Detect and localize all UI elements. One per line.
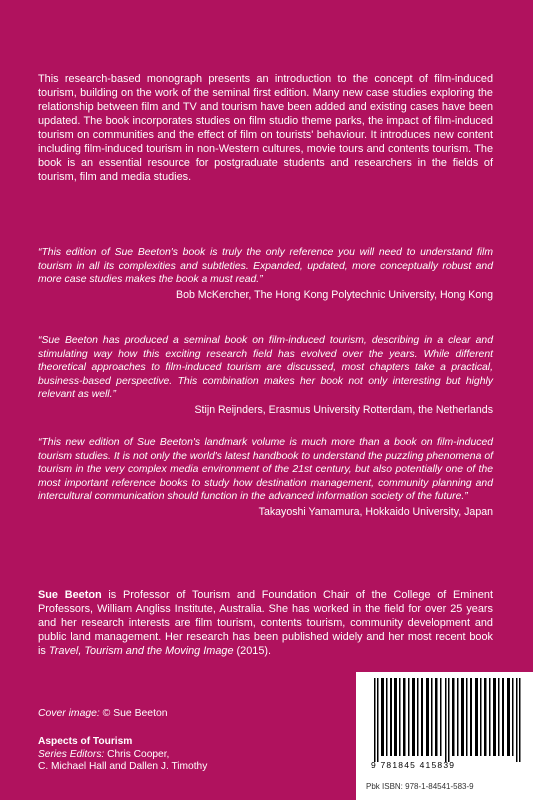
- endorsement-quote-2: [38, 334, 493, 417]
- endorsement-quote-3: [38, 436, 493, 519]
- barcode-icon: [374, 678, 524, 762]
- cover-credit-label: Cover image:: [38, 708, 100, 719]
- barcode-digits: 9 781845 415839: [371, 760, 456, 770]
- author-book-title: Travel, Tourism and the Moving Image: [48, 645, 234, 657]
- author-name: Sue Beeton: [38, 589, 102, 601]
- series-info: [38, 736, 207, 774]
- isbn-barcode-box: [356, 672, 533, 800]
- quote-text: “This new edition of Sue Beeton's landmark volume is much more than a book on film-induced tourism studies. It is not only the world's latest handbook to understand the puzzling phenomena of tourism in the very complex media environment of the 21st century, but also potentially one of the most important reference books to study how destination management, community planning and intercultural communication should function in the advanced information society of the future.”: [38, 437, 493, 502]
- author-bio-text: is Professor of Tourism and Foundation Chair of the College of Eminent Professors, William Angliss Institute, Australia. She has worked in the field for over 25 years and her research interests are film tourism, contents tourism, community development and public land management. Her research has been published widely and her most recent book is: [38, 589, 493, 657]
- endorsement-quote-1: [38, 246, 493, 302]
- quote-attribution: Stijn Reijnders, Erasmus University Rotterdam, the Netherlands: [194, 403, 493, 416]
- author-bio: [38, 588, 493, 658]
- cover-credit-value: © Sue Beeton: [99, 708, 168, 719]
- series-editors-line-1: [38, 749, 207, 762]
- quote-attribution: Bob McKercher, The Hong Kong Polytechnic University, Hong Kong: [176, 288, 493, 301]
- pbk-isbn: Pbk ISBN: 978-1-84541-583-9: [366, 782, 474, 791]
- quote-text: “This edition of Sue Beeton's book is truly the only reference you will need to understand film tourism in all its complexities and subtleties. Expanded, updated, more conceptually robust and more case studies makes the book a must read.”: [38, 247, 493, 285]
- blurb-paragraph: This research-based monograph presents an introduction to the concept of film-induced tourism, building on the work of the seminal first edition. Many new case studies exploring the relationship between film and TV and tourism have been added and existing cases have been updated. The book incorporates studies on film studio theme parks, the impact of film-induced tourism on communities and the effect of film on tourists' behaviour. It introduces new content including film-induced tourism in non-Western cultures, movie tours and contents tourism. The book is an essential resource for postgraduate students and researchers in the fields of tourism, film and media studies.: [38, 73, 493, 183]
- series-title: Aspects of Tourism: [38, 736, 133, 747]
- series-editors-line-2: C. Michael Hall and Dallen J. Timothy: [38, 761, 208, 772]
- series-editors-label: Series Editors:: [38, 748, 105, 760]
- cover-image-credit: [38, 708, 168, 719]
- author-book-year: (2015).: [233, 645, 272, 657]
- series-editors-names: Chris Cooper,: [104, 748, 170, 760]
- quote-attribution: Takayoshi Yamamura, Hokkaido University, Japan: [258, 505, 493, 518]
- quote-text: “Sue Beeton has produced a seminal book on film-induced tourism, describing in a clear and stimulating way how this exciting research field has evolved over the years. While different theoretical approaches to film-induced tourism are discussed, most chapters take a practical, business-based perspective. This combination makes her book not only interesting but highly relevant as well.”: [38, 335, 493, 400]
